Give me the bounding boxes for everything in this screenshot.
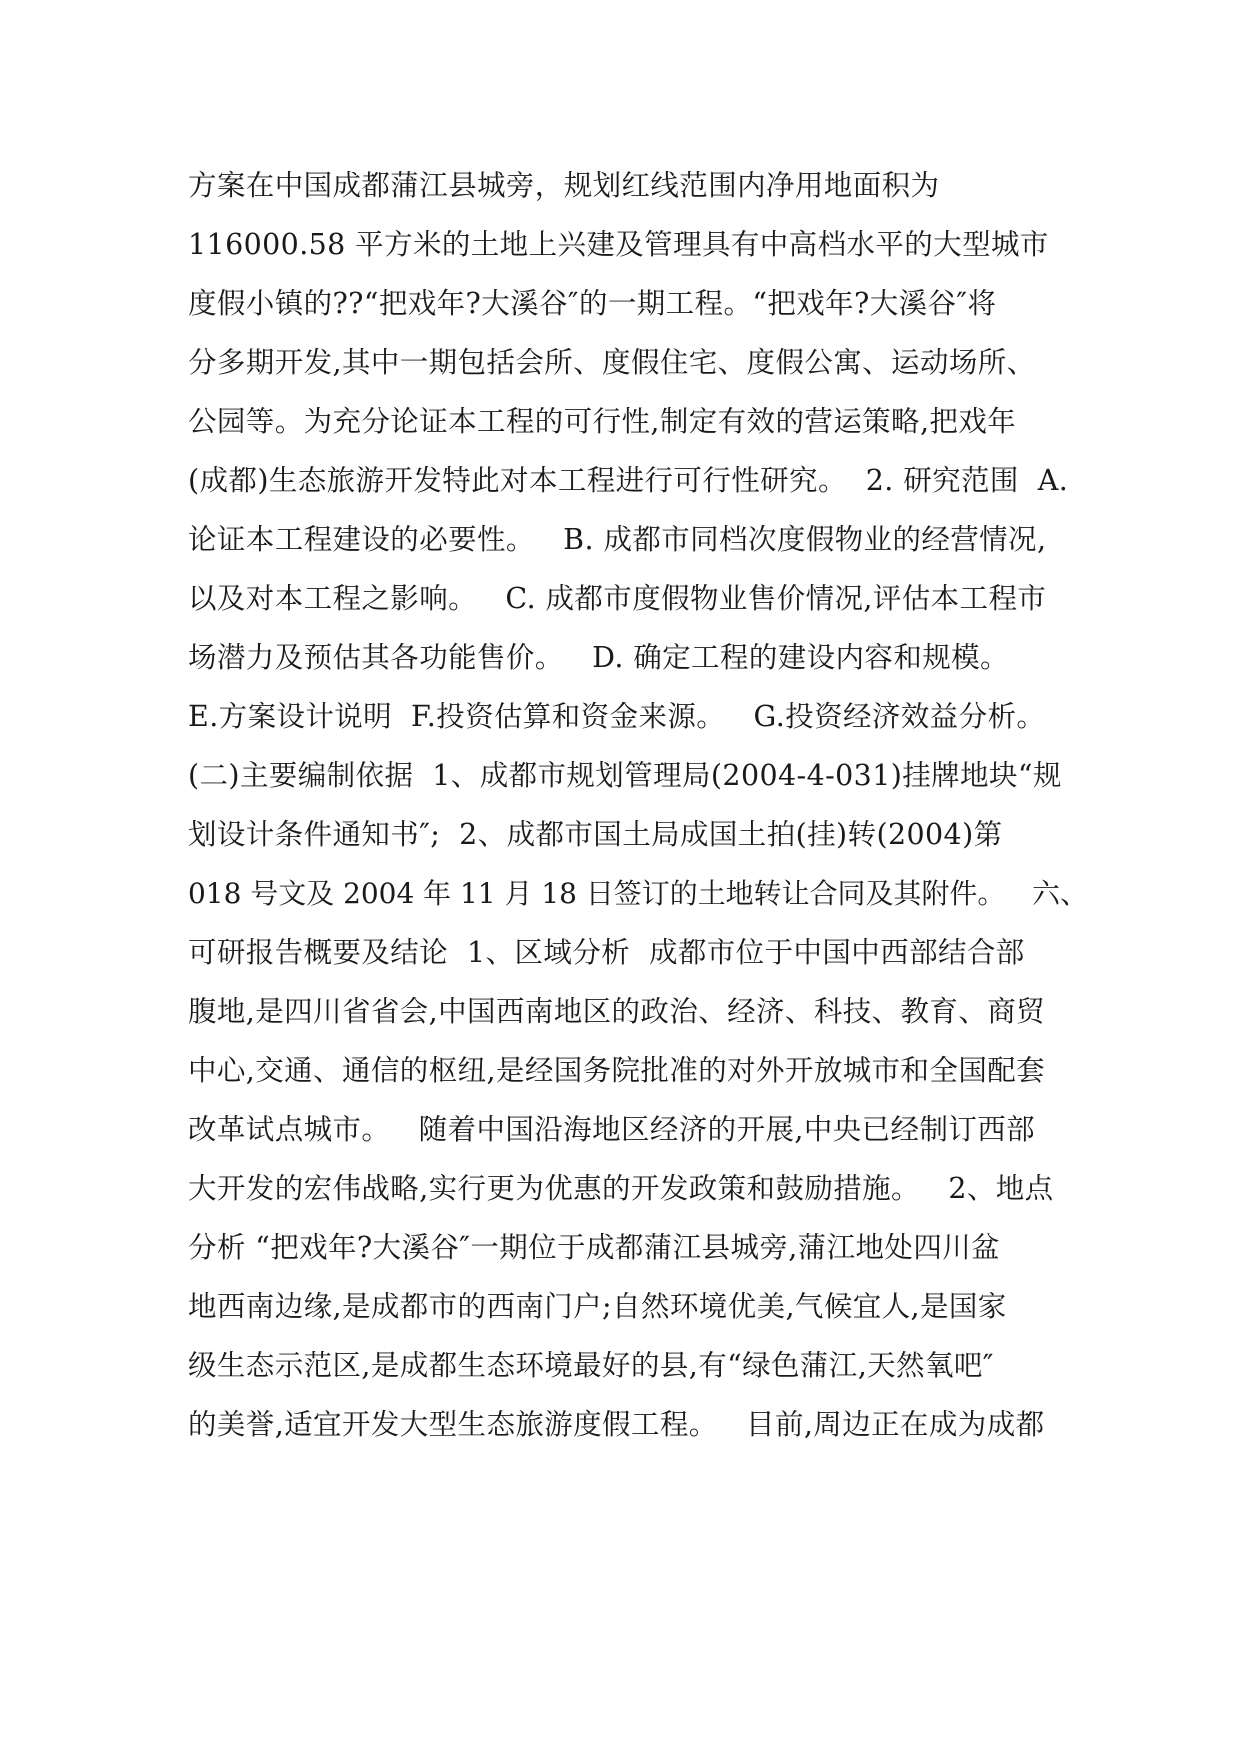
text-line: 改革试点城市。 随着中国沿海地区经济的开展,中央已经制订西部 <box>188 1113 1036 1146</box>
text-line: E.方案设计说明 F.投资估算和资金来源。 G.投资经济效益分析。 <box>188 700 1046 733</box>
text-line: 论证本工程建设的必要性。 B. 成都市同档次度假物业的经营情况, <box>188 523 1047 556</box>
text-line: 116000.58 平方米的土地上兴建及管理具有中高档水平的大型城市 <box>188 228 1049 261</box>
text-line: 地西南边缘,是成都市的西南门户;自然环境优美,气候宜人,是国家 <box>188 1290 1007 1323</box>
text-line: 可研报告概要及结论 1、区域分析 成都市位于中国中西部结合部 <box>188 936 1025 969</box>
text-line: 大开发的宏伟战略,实行更为优惠的开发政策和鼓励措施。 2、地点 <box>188 1172 1054 1205</box>
text-line: 中心,交通、通信的枢纽,是经国务院批准的对外开放城市和全国配套 <box>188 1054 1046 1087</box>
text-line: 分多期开发,其中一期包括会所、度假住宅、度假公寓、运动场所、 <box>188 346 1036 379</box>
text-line: 场潜力及预估其各功能售价。 D. 确定工程的建设内容和规模。 <box>188 641 1009 674</box>
text-line: 以及对本工程之影响。 C. 成都市度假物业售价情况,评估本工程市 <box>188 582 1047 615</box>
text-line: (二)主要编制依据 1、成都市规划管理局(2004-4-031)挂牌地块“规 <box>188 759 1062 792</box>
text-line: 018 号文及 2004 年 11 月 18 日签订的土地转让合同及其附件。 六、 <box>188 877 1088 910</box>
text-line: (成都)生态旅游开发特此对本工程进行可行性研究。 2. 研究范围 A. <box>188 464 1069 497</box>
text-line: 公园等。为充分论证本工程的可行性,制定有效的营运策略,把戏年 <box>188 405 1017 438</box>
text-line: 分析 “把戏年?大溪谷″一期位于成都蒲江县城旁,蒲江地处四川盆 <box>188 1231 1001 1264</box>
text-line: 方案在中国成都蒲江县城旁，规划红线范围内净用地面积为 <box>188 169 940 202</box>
text-line: 级生态示范区,是成都生态环境最好的县,有“绿色蒲江,天然氧吧″ <box>188 1349 994 1382</box>
text-line: 的美誉,适宜开发大型生态旅游度假工程。 目前,周边正在成为成都 <box>188 1408 1045 1441</box>
text-line: 度假小镇的??“把戏年?大溪谷″的一期工程。“把戏年?大溪谷″将 <box>188 287 997 320</box>
body-text <box>188 156 1088 1454</box>
text-line: 划设计条件通知书″; 2、成都市国土局成国土拍(挂)转(2004)第 <box>188 818 1003 851</box>
text-line: 腹地,是四川省省会,中国西南地区的政治、经济、科技、教育、商贸 <box>188 995 1046 1028</box>
